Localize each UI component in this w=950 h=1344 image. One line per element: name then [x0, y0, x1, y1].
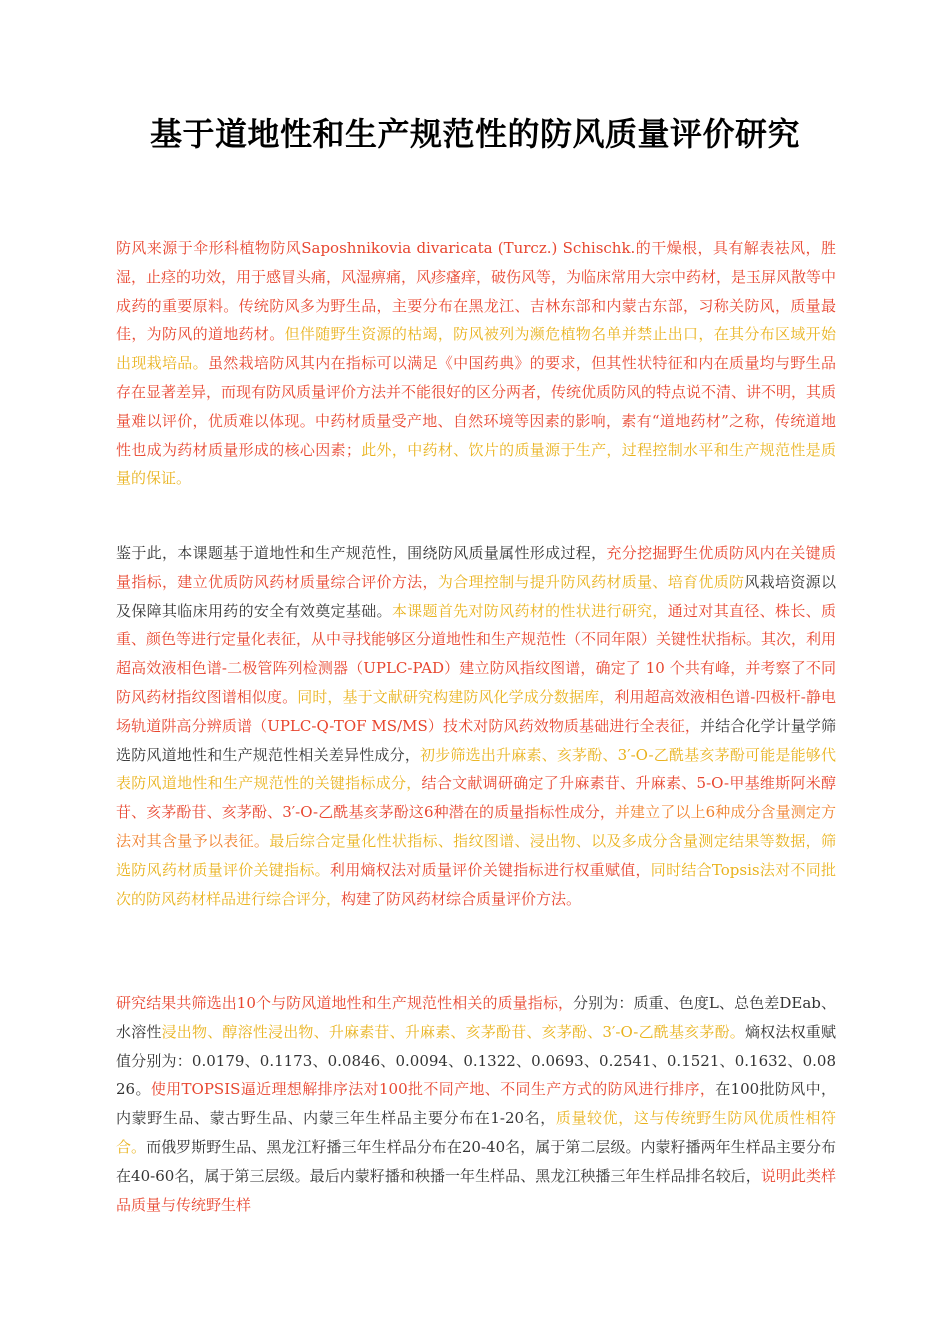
text-segment: 质量较优，这与传统野生防风优质性相符合。 — [116, 1109, 837, 1156]
text-segment: 利用熵权法对质量评价关键指标进行权重赋值， — [329, 860, 651, 879]
text-segment: 通过对其直径、株长、质重、颜色等进行定量化表征，从中寻找能够区分道地性和生产规范性（不同年限）关键性状指标。其次，利用超高效液相色谱-二极管阵列检测器（UPLC-PAD）建立防风指纹图谱，确定了 10 个共有峰，并考察了不同防风药材指纹图谱相似度。 — [116, 601, 837, 706]
text-segment: 熵权法权重赋值分别为：0.0179、0.1173、0.0846、0.0094、0.1322、0.0693、0.2541、0.1521、0.1632、0.0826。 — [116, 1022, 836, 1099]
text-segment: 本课题首先对防风药材的性状进行研究， — [391, 601, 668, 620]
paragraph-intro — [116, 234, 836, 493]
text-segment: 同时，基于文献研究构建防风化学成分数据库， — [297, 687, 615, 706]
text-segment: 在100批防风中，内蒙野生品、蒙古野生品、内蒙三年生样品主要分布在1-20名， — [116, 1080, 836, 1128]
text-segment: 并结合化学计量学筛选防风道地性和生产规范性相关差异性成分， — [116, 716, 836, 764]
text-segment: 而俄罗斯野生品、黑龙江籽播三年生样品分布在20-40名，属于第二层级。内蒙籽播两年生样品主要分布在40-60名，属于第三层级。最后内蒙籽播和秧播一年生样品、黑龙江秧播三年生样品排名较后， — [116, 1137, 836, 1185]
text-segment: 充分挖掘野生优质防风内在关键质量指标，建立优质防风药材质量综合评价方法， — [116, 544, 836, 591]
text-segment: 防风来源于伞形科植物防风Saposhnikovia divaricata (Turcz.) Schischk.的干燥根，具有解表祛风，胜湿，止痉的功效，用于感冒头痛，风湿痹痛，风疹瘙痒，破伤风等，为临床常用大宗中药材，是玉屏风散等中成药的重要原料。传统防风多为野生品，主要分布在黑龙江、吉林东部和内蒙古东部，习称关防风，质量最佳，为防风的道地药材。 — [116, 239, 837, 344]
text-segment: 利用超高效液相色谱-四极杆-静电场轨道阱高分辨质谱（UPLC-Q-TOF MS/MS）技术对防风药效物质基础进行全表征， — [116, 687, 836, 735]
page-title: 基于道地性和生产规范性的防风质量评价研究 — [149, 115, 800, 153]
text-segment: 为合理控制与提升防风药材质量、培育优质防 — [437, 572, 745, 591]
text-segment: 但伴随野生资源的枯竭，防风被列为濒危植物名单并禁止出口，在其分布区域开始出现栽培品。 — [116, 325, 836, 373]
text-segment: 虽然栽培防风其内在指标可以满足《中国药典》的要求，但其性状特征和内在质量均与野生品存在显著差异，而现有防风质量评价方法并不能很好的区分两者，传统优质防风的特点说不清、讲不明，其质量难以评价，优质难以体现。中药材质量受产地、自然环境等因素的影响，素有“道地药材”之称，传统道地性也成为药材质量形成的核心因素； — [116, 354, 837, 459]
text-segment: 初步筛选出升麻素、亥茅酚、3′-O-乙酰基亥茅酚可能是能够代表防风道地性和生产规范性的关键指标成分， — [116, 745, 836, 793]
text-segment: 鉴于此，本课题基于道地性和生产规范性，围绕防风质量属性形成过程， — [116, 544, 607, 562]
text-segment: 同时结合Topsis法对不同批次的防风药材样品进行综合评分， — [116, 860, 836, 908]
text-segment: 浸出物、醇溶性浸出物、升麻素苷、升麻素、亥茅酚苷、亥茅酚、3′-O-乙酰基亥茅酚。 — [161, 1022, 745, 1041]
text-segment: 研究结果共筛选出10个与防风道地性和生产规范性相关的质量指标， — [116, 994, 574, 1012]
text-segment: 使用TOPSIS逼近理想解排序法对100批不同产地、不同生产方式的防风进行排序， — [150, 1080, 716, 1099]
paragraph-methods — [116, 539, 836, 913]
text-segment: 此外，中药材、饮片的质量源于生产，过程控制水平和生产规范性是质量的保证。 — [116, 440, 836, 488]
text-segment: 分别为：质重、色度L、总色差DEab、水溶性 — [116, 994, 837, 1041]
text-segment: 风栽培资源以及保障其临床用药的安全有效奠定基础。 — [116, 572, 836, 620]
text-segment: 并建立了以上6种成分含量测定方法对其含量予以表征。 — [116, 803, 836, 850]
text-segment: 最后综合定量化性状指标、指纹图谱、浸出物、以及多成分含量测定结果等数据，筛选防风药材质量评价关键指标。 — [116, 831, 836, 879]
paragraph-results — [116, 989, 836, 1219]
text-segment: 结合文献调研确定了升麻素苷、升麻素、5-O-甲基维斯阿米醇苷、亥茅酚苷、亥茅酚、3′-O-乙酰基亥茅酚这6种潜在的质量指标性成分， — [116, 774, 836, 822]
text-segment: 说明此类样品质量与传统野生样 — [116, 1166, 836, 1214]
text-segment: 构建了防风药材综合质量评价方法。 — [341, 889, 582, 908]
